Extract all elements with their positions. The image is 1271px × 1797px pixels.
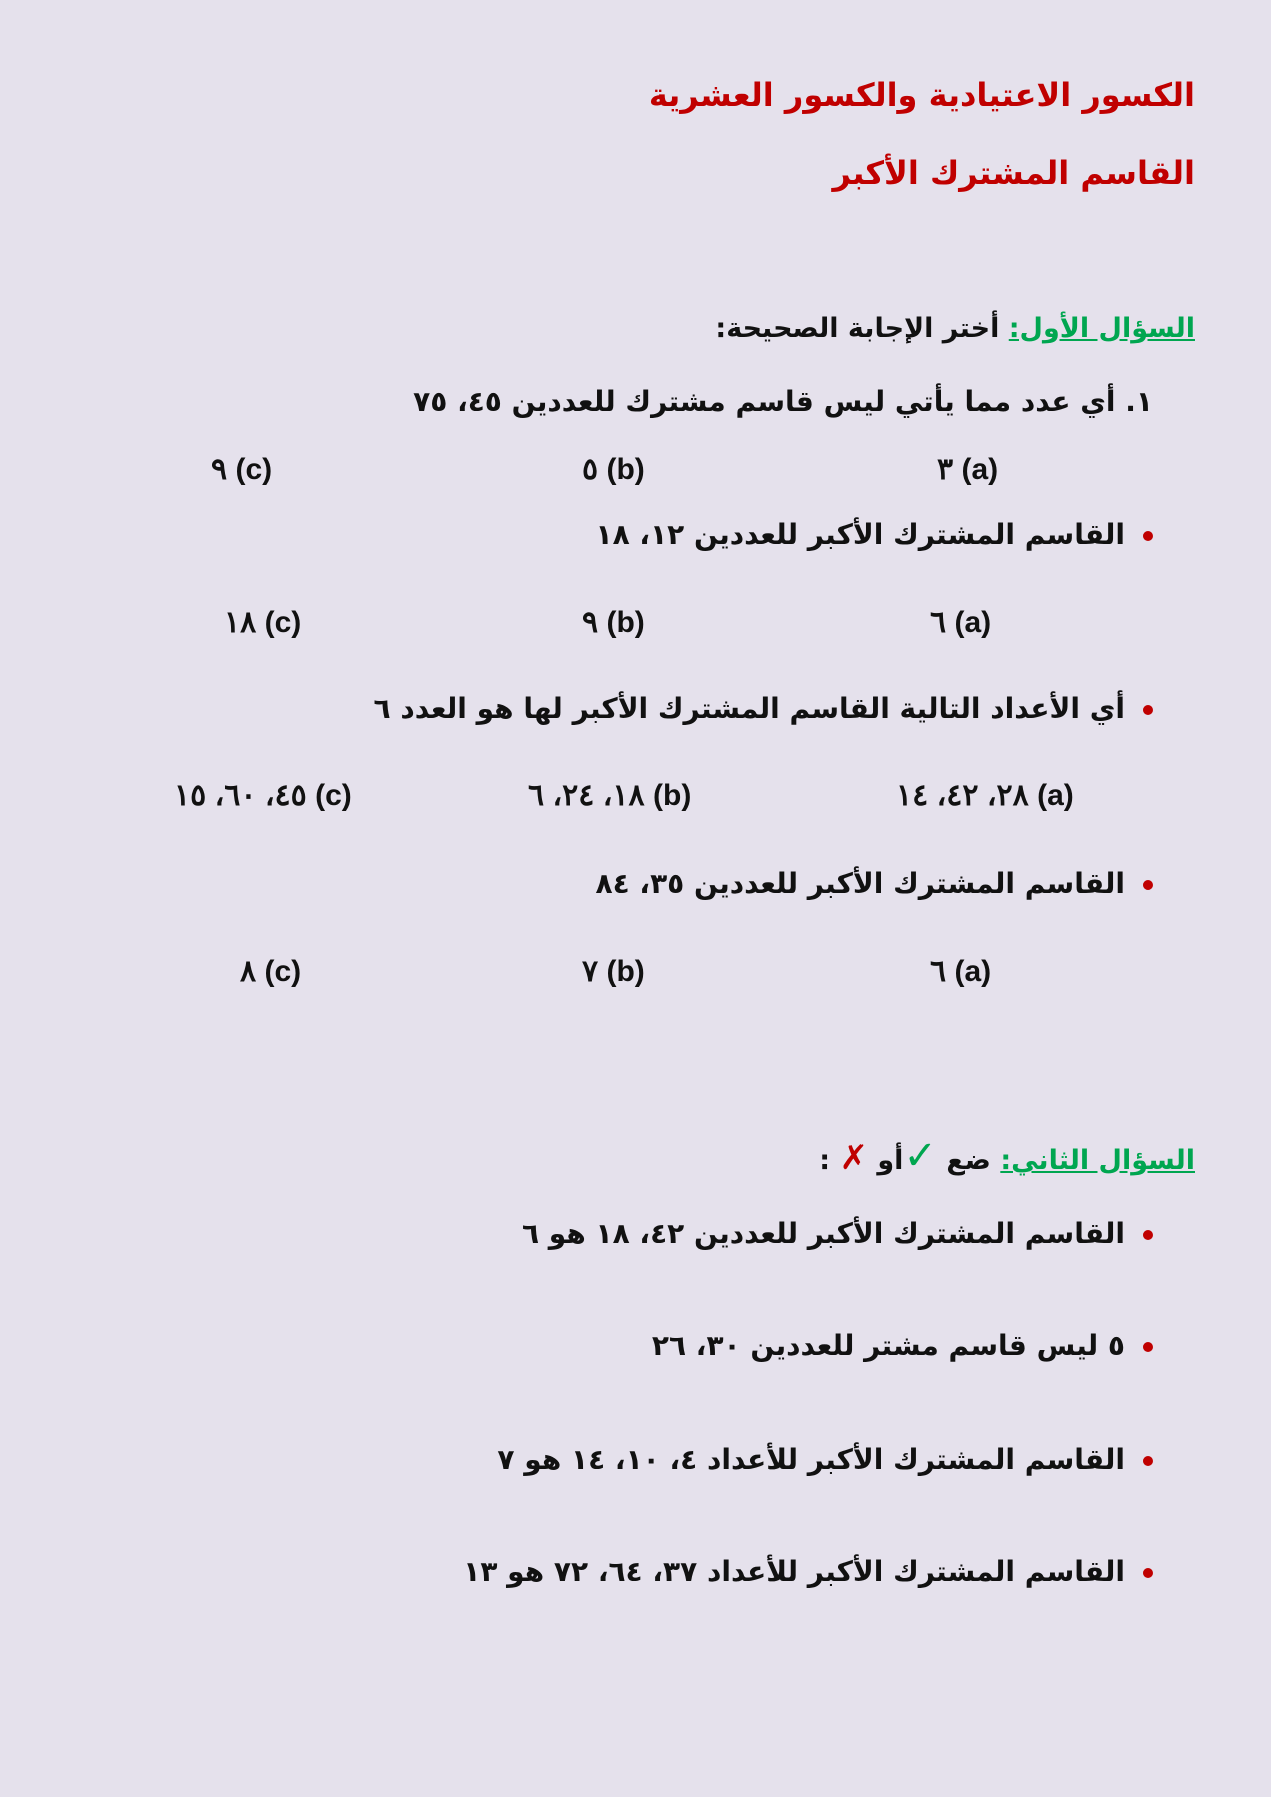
question-2-item-1-text: القاسم المشترك الأكبر للعددين ٤٢، ١٨ هو ٦ [521, 1217, 1125, 1250]
option-3c-letter: (c) [315, 779, 352, 812]
question-1-item-2-text: القاسم المشترك الأكبر للعددين ١٢، ١٨ [595, 518, 1125, 551]
option-4c-value: ٨ [240, 955, 257, 988]
option-2a-value: ٦ [930, 606, 947, 639]
bullet-icon [1143, 705, 1153, 715]
option-3a[interactable] [896, 778, 1074, 813]
question-2-colon: : [819, 1145, 831, 1176]
bullet-icon [1143, 1568, 1153, 1578]
question-1-item-1: ١. أي عدد مما يأتي ليس قاسم مشترك للعددين ٤٥، ٧٥ [413, 385, 1153, 418]
option-3b-value: ١٨، ٢٤، ٦ [528, 779, 645, 812]
question-2-item-3 [497, 1443, 1153, 1476]
question-1-item-3-text: أي الأعداد التالية القاسم المشترك الأكبر لها هو العدد ٦ [373, 692, 1125, 725]
question-2-item-2-text: ٥ ليس قاسم مشتر للعددين ٣٠، ٢٦ [651, 1329, 1125, 1362]
option-4b[interactable] [582, 954, 645, 989]
question-2-heading [819, 1133, 1195, 1179]
option-3c-value: ٤٥، ٦٠، ١٥ [174, 779, 307, 812]
question-2-item-3-text: القاسم المشترك الأكبر للأعداد ٤، ١٠، ١٤ هو ٧ [497, 1443, 1125, 1476]
option-4c-letter: (c) [264, 955, 302, 988]
option-2b-letter: (b) [606, 606, 645, 639]
option-1c-value: ٩ [211, 453, 228, 486]
option-2a[interactable] [930, 605, 991, 640]
option-3b[interactable] [528, 778, 691, 813]
option-3b-letter: (b) [653, 779, 692, 812]
option-4b-value: ٧ [582, 955, 599, 988]
question-2-item-4-text: القاسم المشترك الأكبر للأعداد ٣٧، ٦٤، ٧٢ هو ١٣ [463, 1555, 1125, 1588]
question-1-item-3 [374, 692, 1153, 725]
option-1b[interactable] [582, 452, 645, 487]
bullet-icon [1143, 1230, 1153, 1240]
bullet-icon [1143, 1456, 1153, 1466]
check-icon: ✓ [903, 1133, 937, 1179]
option-1b-letter: (b) [606, 453, 645, 486]
option-1a-letter: (a) [961, 453, 999, 486]
cross-icon: ✗ [839, 1138, 868, 1178]
question-1-item-4 [596, 867, 1154, 900]
option-3c[interactable] [174, 778, 352, 813]
option-4a[interactable] [930, 954, 991, 989]
question-1-item-4-text: القاسم المشترك الأكبر للعددين ٣٥، ٨٤ [595, 867, 1125, 900]
question-1-instruction: أختر الإجابة الصحيحة: [715, 313, 1000, 344]
option-1a[interactable] [937, 452, 998, 487]
option-2b[interactable] [582, 605, 645, 640]
option-4b-letter: (b) [606, 955, 645, 988]
option-1a-value: ٣ [937, 453, 954, 486]
bullet-icon [1143, 1342, 1153, 1352]
option-1c-letter: (c) [235, 453, 273, 486]
question-2-or: أو [877, 1145, 904, 1176]
question-1-label: السؤال الأول: [1008, 313, 1195, 344]
question-2-item-4 [463, 1555, 1153, 1588]
page-subtitle: القاسم المشترك الأكبر [832, 154, 1195, 192]
option-2c-value: ١٨ [224, 606, 257, 639]
option-2c-letter: (c) [264, 606, 302, 639]
bullet-icon [1143, 531, 1153, 541]
option-3a-letter: (a) [1037, 779, 1074, 812]
question-2-put: ضع [946, 1145, 991, 1176]
option-3a-value: ٢٨، ٤٢، ١٤ [896, 779, 1029, 812]
page-title: الكسور الاعتيادية والكسور العشرية [648, 76, 1195, 114]
option-2c[interactable] [224, 605, 301, 640]
question-1-heading [715, 313, 1195, 344]
bullet-icon [1143, 880, 1153, 890]
option-1c[interactable] [211, 452, 272, 487]
option-4a-value: ٦ [930, 955, 947, 988]
question-1-item-2 [596, 518, 1154, 551]
option-2b-value: ٩ [582, 606, 599, 639]
option-2a-letter: (a) [954, 606, 992, 639]
option-4a-letter: (a) [954, 955, 992, 988]
option-1b-value: ٥ [582, 453, 599, 486]
question-2-item-2 [652, 1329, 1153, 1362]
option-4c[interactable] [240, 954, 301, 989]
question-2-item-1 [522, 1217, 1153, 1250]
question-2-label: السؤال الثاني: [1000, 1145, 1195, 1176]
